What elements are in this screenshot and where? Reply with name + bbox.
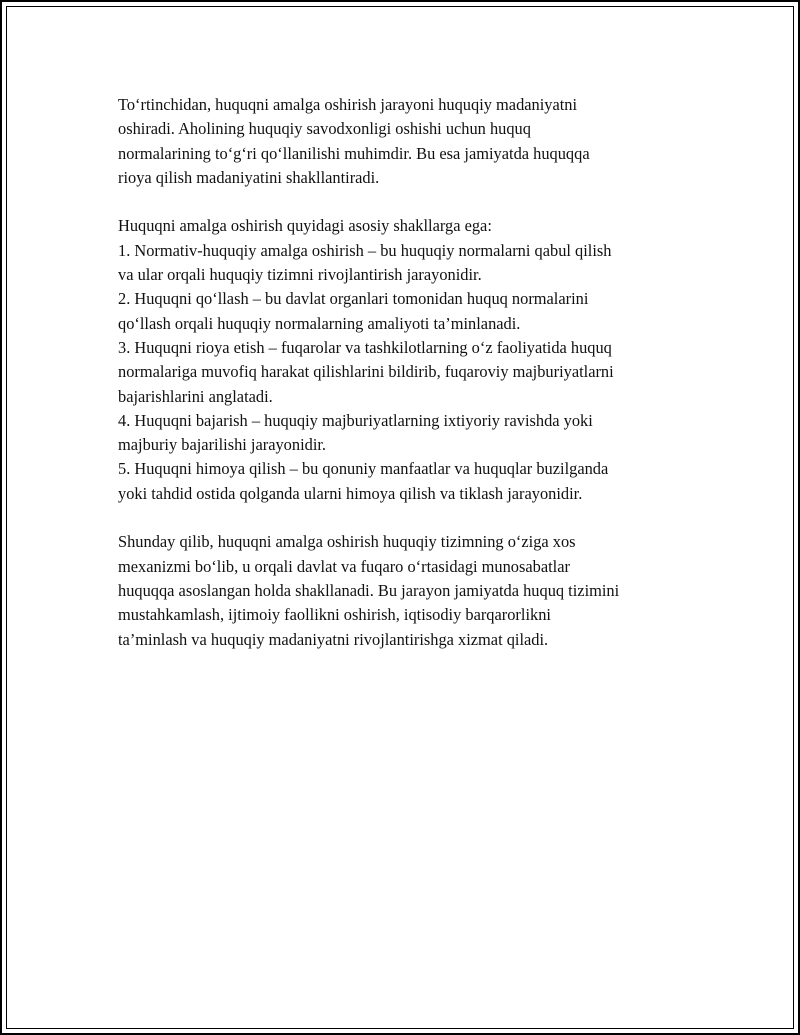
text-line: 3. Huquqni rioya etish – fuqarolar va tashkilotlarning o‘z faoliyatida huquq bbox=[118, 337, 612, 357]
paragraph bbox=[118, 214, 688, 506]
text-line: va ular orqali huquqiy tizimni rivojlantirish jarayonidir. bbox=[118, 265, 482, 285]
text-line: 2. Huquqni qo‘llash – bu davlat organlari tomonidan huquq normalarini bbox=[118, 289, 589, 309]
paragraph bbox=[118, 530, 688, 651]
text-line: bajarishlarini anglatadi. bbox=[118, 386, 273, 406]
paragraph bbox=[118, 93, 688, 190]
text-line: mustahkamlash, ijtimoiy faollikni oshirish, iqtisodiy barqarorlikni bbox=[118, 605, 551, 625]
text-line: mexanizmi bo‘lib, u orqali davlat va fuqaro o‘rtasidagi munosabatlar bbox=[118, 556, 570, 576]
text-line: qo‘llash orqali huquqiy normalarning amaliyoti ta’minlanadi. bbox=[118, 313, 521, 333]
text-line: ta’minlash va huquqiy madaniyatni rivojlantirishga xizmat qiladi. bbox=[118, 629, 549, 649]
paragraph-spacer bbox=[118, 190, 688, 214]
text-line: oshiradi. Aholining huquqiy savodxonligi oshishi uchun huquq bbox=[118, 119, 531, 139]
text-line: rioya qilish madaniyatini shakllantiradi. bbox=[118, 167, 380, 187]
text-line: majburiy bajarilishi jarayonidir. bbox=[118, 435, 327, 455]
text-line: Shunday qilib, huquqni amalga oshirish huquqiy tizimning o‘ziga xos bbox=[118, 532, 576, 552]
text-line: yoki tahdid ostida qolganda ularni himoya qilish va tiklash jarayonidir. bbox=[118, 483, 583, 503]
text-line: 4. Huquqni bajarish – huquqiy majburiyatlarning ixtiyoriy ravishda yoki bbox=[118, 410, 593, 430]
text-line: normalariga muvofiq harakat qilishlarini bildirib, fuqaroviy majburiyatlarni bbox=[118, 362, 614, 382]
text-line: 1. Normativ-huquqiy amalga oshirish – bu huquqiy normalarni qabul qilish bbox=[118, 240, 612, 260]
document-body bbox=[118, 93, 688, 652]
text-line: To‘rtinchidan, huquqni amalga oshirish jarayoni huquqiy madaniyatni bbox=[118, 95, 578, 114]
text-line: Huquqni amalga oshirish quyidagi asosiy shakllarga ega: bbox=[118, 216, 492, 236]
text-line: normalarining to‘g‘ri qo‘llanilishi muhimdir. Bu esa jamiyatda huquqqa bbox=[118, 143, 590, 163]
text-line: 5. Huquqni himoya qilish – bu qonuniy manfaatlar va huquqlar buzilganda bbox=[118, 459, 609, 479]
text-line: huquqqa asoslangan holda shakllanadi. Bu jarayon jamiyatda huquq tizimini bbox=[118, 580, 620, 600]
paragraph-spacer bbox=[118, 506, 688, 530]
